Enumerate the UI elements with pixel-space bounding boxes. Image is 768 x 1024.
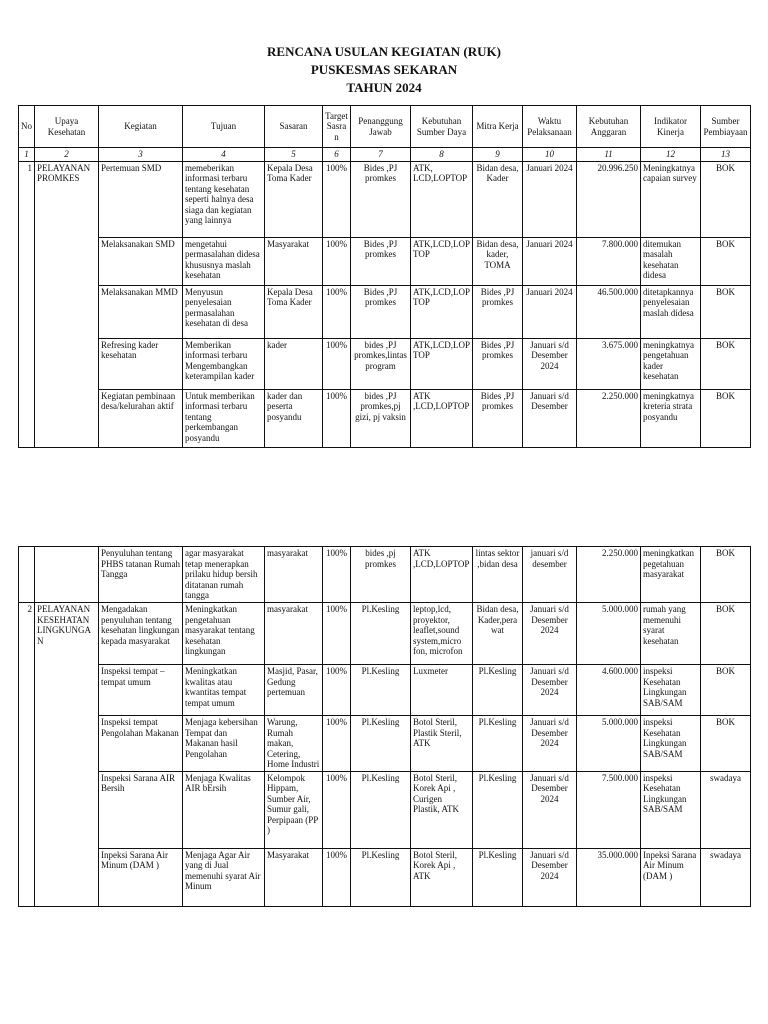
cell-pj: Pl.Kesling — [351, 603, 411, 665]
col-header-tujuan: Tujuan — [183, 106, 265, 148]
col-num: 6 — [323, 148, 351, 162]
cell-anggaran: 3.675.000 — [577, 338, 641, 389]
cell-indikator: ditetapkannya penyelesaian maslah didesa — [641, 285, 701, 338]
cell-target: 100% — [323, 338, 351, 389]
cell-sumber: BOK — [701, 547, 751, 603]
section-name: PELAYANAN PROMKES — [35, 161, 99, 447]
col-header-no: No — [19, 106, 35, 148]
col-num: 13 — [701, 148, 751, 162]
cell-mitra: Bidan desa, Kader — [473, 161, 523, 237]
col-num: 1 — [19, 148, 35, 162]
col-header-anggaran: Kebutuhan Anggaran — [577, 106, 641, 148]
cell-tujuan: Menyusun penyelesaian permasalahan kesehatan di desa — [183, 285, 265, 338]
col-header-waktu: Waktu Pelaksanaan — [523, 106, 577, 148]
cell-mitra: Bidan desa, Kader,pera wat — [473, 603, 523, 665]
col-header-sasaran: Sasaran — [265, 106, 323, 148]
cell-pj: Pl.Kesling — [351, 771, 411, 848]
cell-kebsd: ATK ,LCD,LOPTOP — [411, 389, 473, 447]
col-header-upaya: Upaya Kesehatan — [35, 106, 99, 148]
table-row — [19, 237, 751, 285]
cell-waktu: Januari s/d Desember 2024 — [523, 716, 577, 772]
doc-subtitle: PUSKESMAS SEKARAN — [310, 62, 458, 77]
cell-indikator: rumah yang memenuhi syarat kesehatan — [641, 603, 701, 665]
table-row — [19, 161, 751, 237]
cell-kegiatan: Melaksanakan SMD — [99, 237, 183, 285]
cell-mitra: Bides ,PJ promkes — [473, 338, 523, 389]
cell-sumber: swadaya — [701, 848, 751, 906]
cell-kegiatan: Refresing kader kesehatan — [99, 338, 183, 389]
cell-target: 100% — [323, 848, 351, 906]
col-header-mitra: Mitra Kerja — [473, 106, 523, 148]
cell-anggaran: 20.996.250 — [577, 161, 641, 237]
cell-mitra: Bides ,PJ promkes — [473, 285, 523, 338]
cell-waktu: Januari s/d Desember 2024 — [523, 665, 577, 716]
cell-kegiatan: Inspeksi Sarana AIR Bersih — [99, 771, 183, 848]
cell-waktu: Januari s/d Desember 2024 — [523, 603, 577, 665]
col-header-kebsd: Kebutuhan Sumber Daya — [411, 106, 473, 148]
cell-kebsd: Luxmeter — [411, 665, 473, 716]
cell-anggaran: 5.000.000 — [577, 603, 641, 665]
cell-anggaran: 4.600.000 — [577, 665, 641, 716]
cell-sasaran: Masjid, Pasar, Gedung pertemuan — [265, 665, 323, 716]
cell-pj: Pl.Kesling — [351, 716, 411, 772]
cell-kebsd: Botol Steril, Plastik Steril, ATK — [411, 716, 473, 772]
cell-anggaran: 35.000.000 — [577, 848, 641, 906]
cell-pj: Bides ,PJ promkes — [351, 161, 411, 237]
section-number: 1 — [19, 161, 35, 447]
cell-anggaran: 7.500.000 — [577, 771, 641, 848]
section-name-empty — [35, 547, 99, 603]
cell-indikator: meningkatnya pengetahuan kader kesehatan — [641, 338, 701, 389]
cell-pj: bides ,pj promkes — [351, 547, 411, 603]
cell-waktu: Januari s/d Desember — [523, 389, 577, 447]
cell-sumber: BOK — [701, 161, 751, 237]
cell-target: 100% — [323, 716, 351, 772]
cell-sumber: BOK — [701, 338, 751, 389]
cell-mitra: Bides ,PJ promkes — [473, 389, 523, 447]
cell-indikator: meningkatkan pegetahuan masyarakat — [641, 547, 701, 603]
cell-indikator: Inpeksi Sarana Air Minum (DAM ) — [641, 848, 701, 906]
cell-sumber: BOK — [701, 603, 751, 665]
cell-kegiatan: Penyuluhan tentang PHBS tatanan Rumah Tangga — [99, 547, 183, 603]
cell-target: 100% — [323, 285, 351, 338]
cell-sasaran: kader dan peserta posyandu — [265, 389, 323, 447]
cell-kegiatan: Inspeksi tempat Pengolahan Makanan — [99, 716, 183, 772]
col-header-sumber: Sumber Pembiayaan — [701, 106, 751, 148]
cell-kebsd: Botol Steril, Korek Api , Curigen Plastik, ATK — [411, 771, 473, 848]
cell-sumber: BOK — [701, 285, 751, 338]
cell-kegiatan: Kegiatan pembinaan desa/kelurahan aktif — [99, 389, 183, 447]
cell-target: 100% — [323, 161, 351, 237]
cell-sumber: BOK — [701, 665, 751, 716]
cell-target: 100% — [323, 665, 351, 716]
cell-sasaran: Kelompok Hippam, Sumber Air, Sumur gali, Perpipaan (PP ) — [265, 771, 323, 848]
cell-pj: Bides ,PJ promkes — [351, 285, 411, 338]
cell-tujuan: Untuk memberikan informasi terbaru tentang perkembangan posyandu — [183, 389, 265, 447]
cell-kebsd: ATK,LCD,LOP TOP — [411, 285, 473, 338]
col-num: 9 — [473, 148, 523, 162]
cell-waktu: Januari s/d Desember 2024 — [523, 771, 577, 848]
cell-pj: bides ,PJ promkes,lintas program — [351, 338, 411, 389]
cell-target: 100% — [323, 389, 351, 447]
cell-waktu: januari s/d desember — [523, 547, 577, 603]
cell-sasaran: masyarakat — [265, 603, 323, 665]
col-num: 5 — [265, 148, 323, 162]
section-name: PELAYANAN KESEHATAN LINGKUNGAN — [35, 603, 99, 907]
cell-tujuan: Memberikan informasi terbaru Mengembangkan keterampilan kader — [183, 338, 265, 389]
cell-indikator: Meningkatnya capaian survey — [641, 161, 701, 237]
cell-waktu: Januari 2024 — [523, 285, 577, 338]
col-num: 2 — [35, 148, 99, 162]
cell-waktu: Januari s/d Desember 2024 — [523, 848, 577, 906]
table-row — [19, 603, 751, 665]
cell-target: 100% — [323, 547, 351, 603]
col-num: 8 — [411, 148, 473, 162]
section-number: 2 — [19, 603, 35, 907]
cell-target: 100% — [323, 603, 351, 665]
cell-sasaran: Warung, Rumah makan, Cetering, Home Industri — [265, 716, 323, 772]
cell-kebsd: ATK,LCD,LOP TOP — [411, 338, 473, 389]
cell-kebsd: ATK, LCD,LOPTOP — [411, 161, 473, 237]
cell-pj: bides ,PJ promkes,pj gizi, pj vaksin — [351, 389, 411, 447]
cell-tujuan: Menjaga Agar Air yang di Jual memenuhi syarat Air Minum — [183, 848, 265, 906]
cell-sasaran: Masyarakat — [265, 848, 323, 906]
cell-kegiatan: Inspeksi tempat – tempat umum — [99, 665, 183, 716]
cell-mitra: lintas sektor ,bidan desa — [473, 547, 523, 603]
cell-mitra: Bidan desa, kader, TOMA — [473, 237, 523, 285]
table-row — [19, 285, 751, 338]
cell-anggaran: 2.250.000 — [577, 547, 641, 603]
cell-sumber: BOK — [701, 389, 751, 447]
cell-sasaran: Kepala Desa Toma Kader — [265, 161, 323, 237]
table-row — [19, 665, 751, 716]
cell-sasaran: Masyarakat — [265, 237, 323, 285]
cell-tujuan: mengetahui permasalahan didesa khususnya maslah kesehatan — [183, 237, 265, 285]
col-num: 3 — [99, 148, 183, 162]
cell-anggaran: 7.800.000 — [577, 237, 641, 285]
cell-waktu: Januari 2024 — [523, 237, 577, 285]
cell-indikator: inspeksi Kesehatan Lingkungan SAB/SAM — [641, 771, 701, 848]
cell-tujuan: memeberikan informasi terbaru tentang kesehatan seperti halnya desa siaga dan kegiatan yang lainnya — [183, 161, 265, 237]
ruk-table-page1 — [18, 105, 751, 448]
cell-indikator: ditemukan masalah kesehatan didesa — [641, 237, 701, 285]
cell-indikator: meningkatnya kreteria strata posyandu — [641, 389, 701, 447]
col-header-target: Target Sasran — [323, 106, 351, 148]
doc-title: RENCANA USULAN KEGIATAN (RUK) — [267, 44, 501, 59]
cell-mitra: Pl.Kesling — [473, 771, 523, 848]
col-header-pj: Penanggung Jawab — [351, 106, 411, 148]
cell-anggaran: 46.500.000 — [577, 285, 641, 338]
table-row — [19, 547, 751, 603]
column-number-row — [19, 148, 751, 162]
cell-target: 100% — [323, 771, 351, 848]
cell-tujuan: Meningkatkan kwalitas atau kwantitas tempat tempat umum — [183, 665, 265, 716]
cell-pj: Pl.Kesling — [351, 665, 411, 716]
cell-tujuan: agar masyarakat tetap menerapkan prilaku hidup bersih ditatanan rumah tangga — [183, 547, 265, 603]
cell-indikator: inspeksi Kesehatan Lingkungan SAB/SAM — [641, 665, 701, 716]
col-header-kegiatan: Kegiatan — [99, 106, 183, 148]
header-row — [19, 106, 751, 148]
table-row — [19, 338, 751, 389]
table-row — [19, 716, 751, 772]
cell-mitra: Pl.Kesling — [473, 716, 523, 772]
col-num: 11 — [577, 148, 641, 162]
cell-kegiatan: Inpeksi Sarana Air Minum (DAM ) — [99, 848, 183, 906]
cell-anggaran: 5.000.000 — [577, 716, 641, 772]
col-num: 4 — [183, 148, 265, 162]
cell-kebsd: ATK,LCD,LOP TOP — [411, 237, 473, 285]
col-header-indikator: Indikator Kinerja — [641, 106, 701, 148]
col-num: 10 — [523, 148, 577, 162]
cell-sumber: swadaya — [701, 771, 751, 848]
ruk-table-page2 — [18, 546, 751, 907]
cell-kegiatan: Pertemuan SMD — [99, 161, 183, 237]
cell-pj: Bides ,PJ promkes — [351, 237, 411, 285]
cell-waktu: Januari 2024 — [523, 161, 577, 237]
cell-waktu: Januari s/d Desember 2024 — [523, 338, 577, 389]
cell-tujuan: Menjaga Kwalitas AIR bErsih — [183, 771, 265, 848]
cell-sasaran: kader — [265, 338, 323, 389]
cell-sasaran: Kepala Desa Toma Kader — [265, 285, 323, 338]
doc-year: TAHUN 2024 — [346, 80, 422, 95]
cell-kegiatan: Melaksanakan MMD — [99, 285, 183, 338]
cell-tujuan: Meningkatkan pengetahuan masyarakat tentang kesehatan lingkungan — [183, 603, 265, 665]
cell-kebsd: leptop,lcd, proyektor, leaflet,sound system,micro fon, microfon — [411, 603, 473, 665]
cell-sumber: BOK — [701, 716, 751, 772]
cell-target: 100% — [323, 237, 351, 285]
cell-indikator: inspeksi Kesehatan Lingkungan SAB/SAM — [641, 716, 701, 772]
table-row — [19, 848, 751, 906]
cell-kegiatan: Mengadakan penyuluhan tentang kesehatan lingkungan kepada masyarakat — [99, 603, 183, 665]
cell-pj: Pl.Kesling — [351, 848, 411, 906]
col-num: 12 — [641, 148, 701, 162]
cell-anggaran: 2.250.000 — [577, 389, 641, 447]
cell-sasaran: masyarakat — [265, 547, 323, 603]
cell-mitra: Pl.Kesling — [473, 665, 523, 716]
section-number-empty — [19, 547, 35, 603]
col-num: 7 — [351, 148, 411, 162]
cell-sumber: BOK — [701, 237, 751, 285]
table-row — [19, 389, 751, 447]
table-row — [19, 771, 751, 848]
cell-kebsd: Botol Steril, Korek Api , ATK — [411, 848, 473, 906]
cell-kebsd: ATK ,LCD,LOPTOP — [411, 547, 473, 603]
cell-mitra: Pl.Kesling — [473, 848, 523, 906]
cell-tujuan: Menjaga kebersihan Tempat dan Makanan hasil Pengolahan — [183, 716, 265, 772]
